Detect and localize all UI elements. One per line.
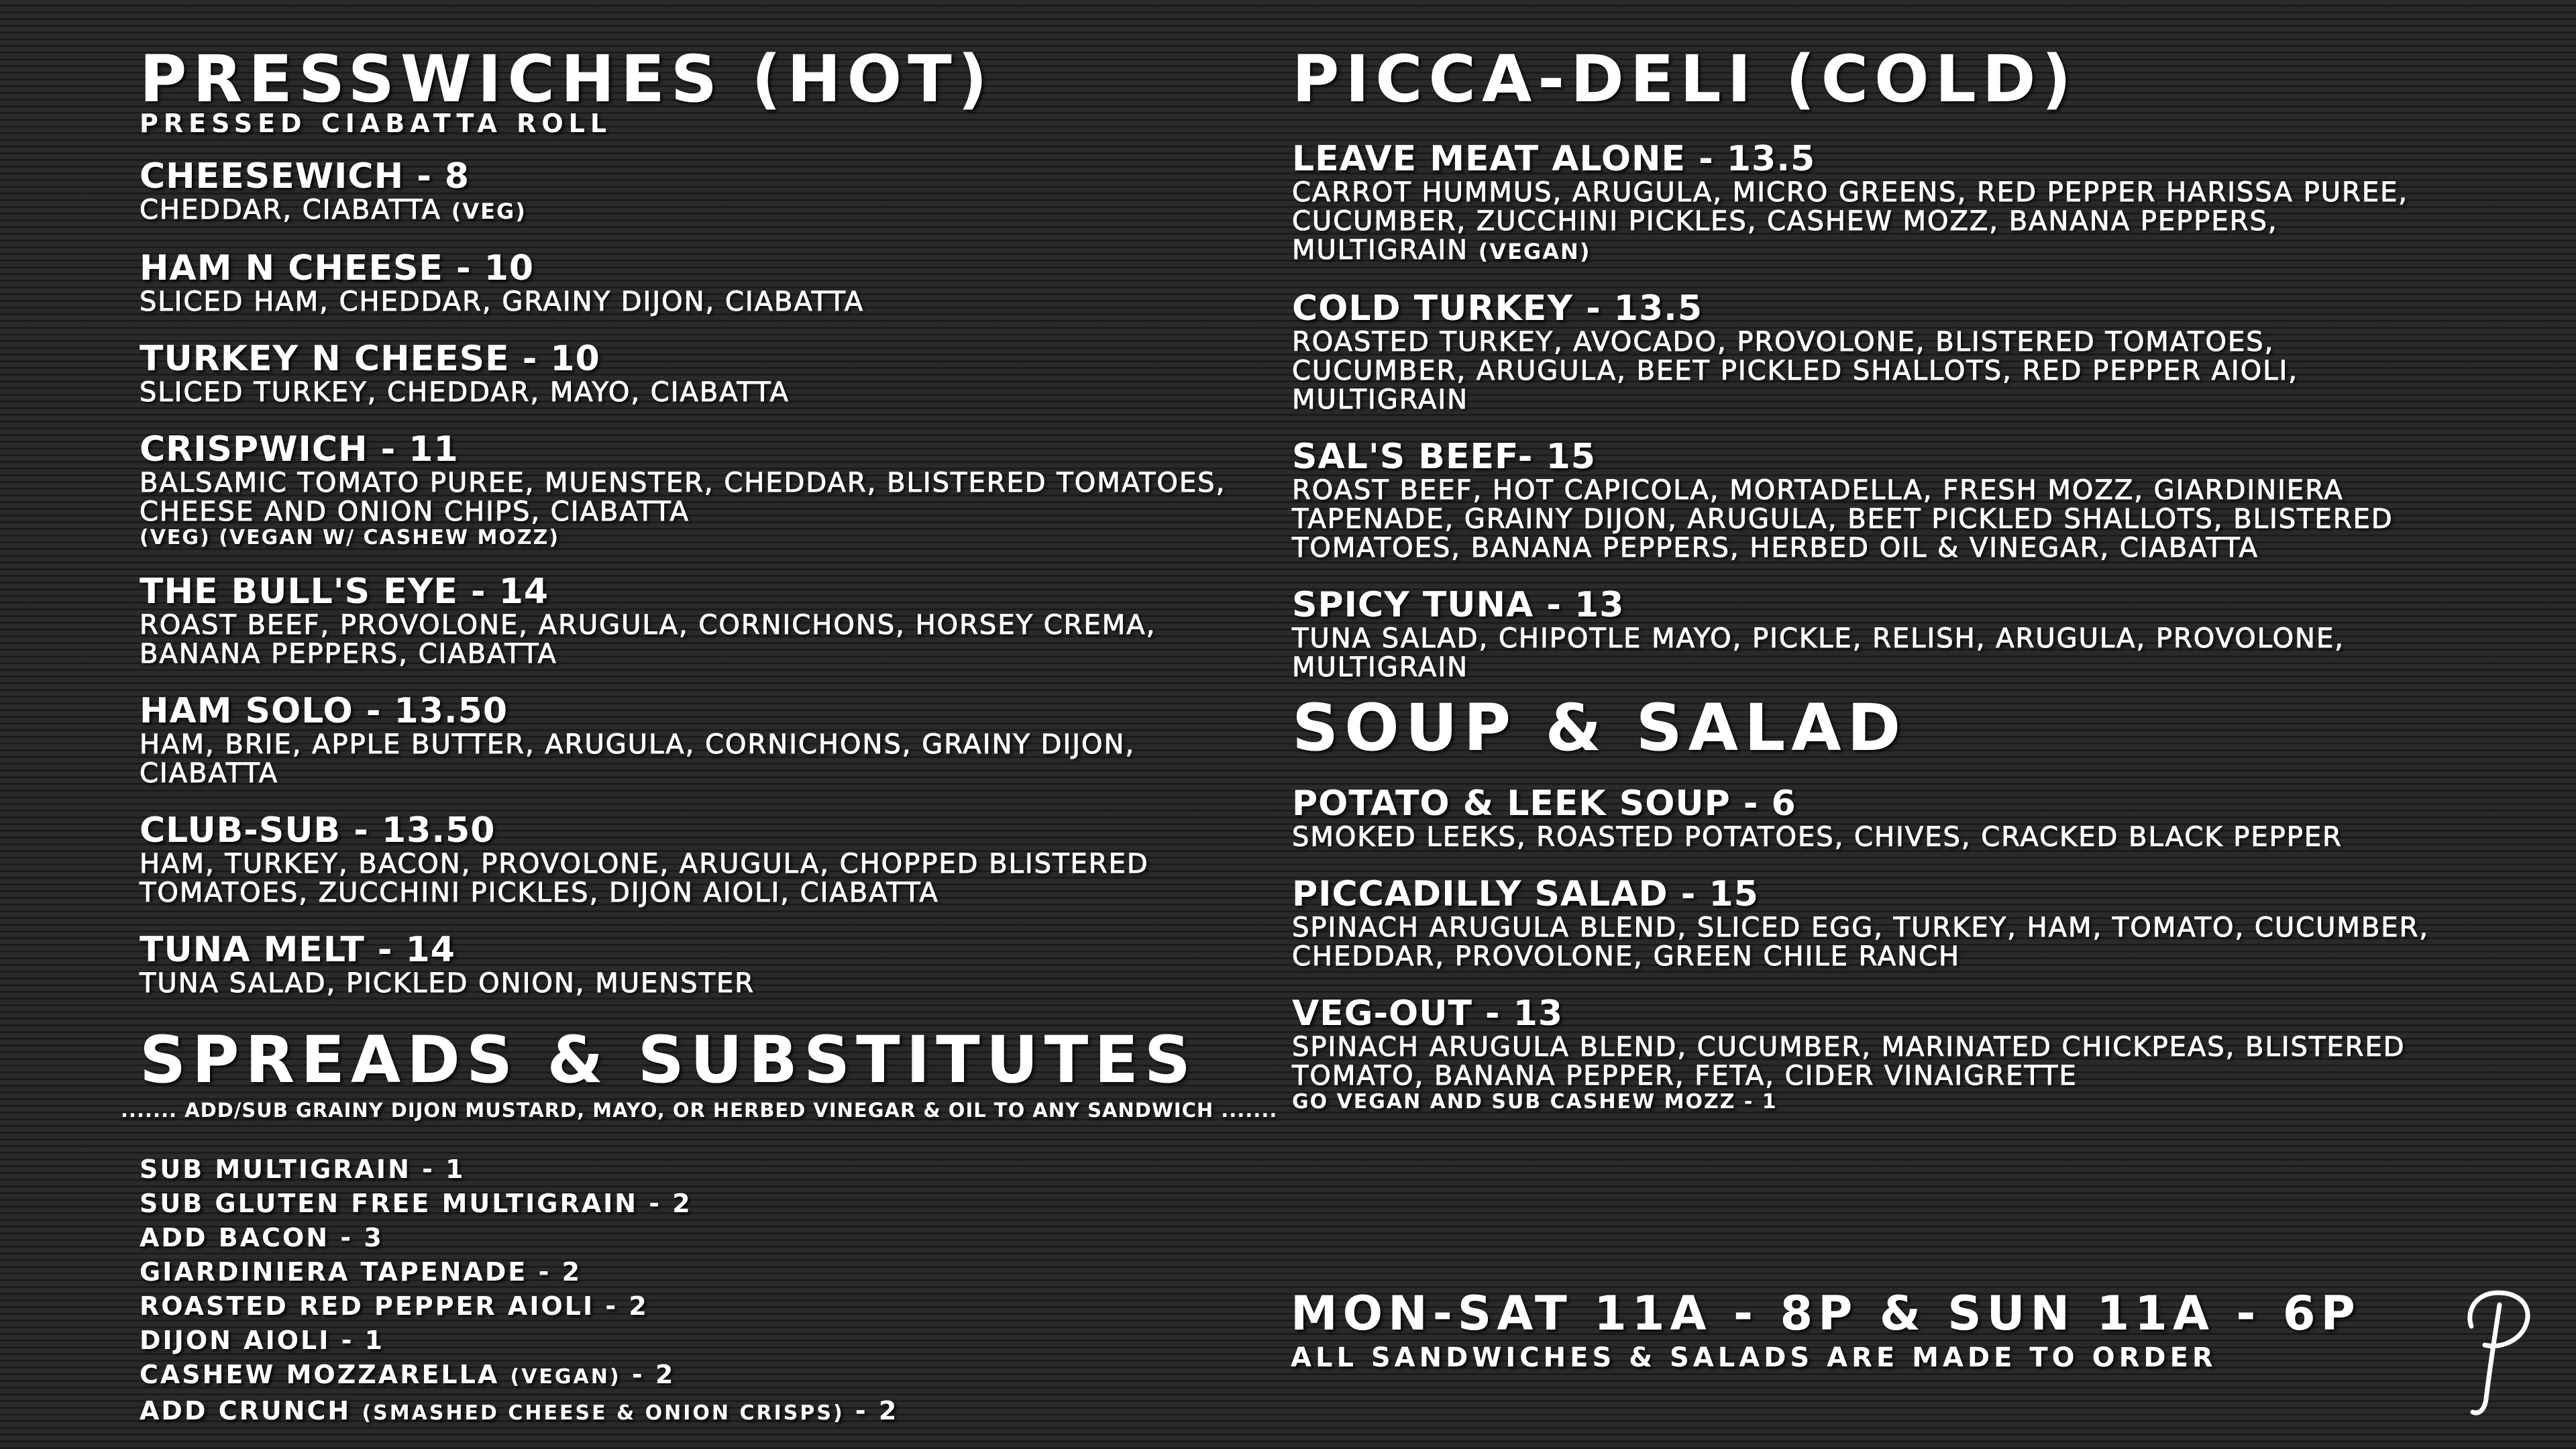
menu-item (140, 572, 1273, 669)
spread-item: ROASTED RED PEPPER AIOLI - 2 (140, 1291, 649, 1321)
item-description: CHEDDAR, CIABATTA (VEG) (140, 195, 527, 225)
item-description: SMOKED LEEKS, ROASTED POTATOES, CHIVES, CRACKED BLACK PEPPER (1292, 822, 2343, 853)
script-p-logo-icon (2457, 1285, 2537, 1419)
item-description: CARROT HUMMUS, ARUGULA, MICRO GREENS, RED PEPPER HARISSA PUREE, CUCUMBER, ZUCCHINI PICKLES, CASHEW MOZZ, BANANA PEPPERS, MULTIGRAIN (VEGAN) (1292, 177, 2409, 266)
item-name: SAL'S BEEF- 15 (1292, 437, 1596, 477)
item-name: VEG-OUT - 13 (1292, 994, 1564, 1034)
item-description: ROASTED TURKEY, AVOCADO, PROVOLONE, BLISTERED TOMATOES, CUCUMBER, ARUGULA, BEET PICKLED SHALLOTS, RED PEPPER AIOLI, MULTIGRAIN (1292, 327, 2299, 415)
menu-item (140, 249, 1273, 317)
section-hot (140, 40, 1273, 998)
item-description: TUNA SALAD, PICKLED ONION, MUENSTER (140, 968, 755, 999)
spread-diet-tag: (VEGAN) (510, 1365, 621, 1389)
menu-item (140, 339, 1273, 407)
spreads-list (140, 1152, 1273, 1430)
item-name: COLD TURKEY - 13.5 (1292, 288, 1703, 329)
menu-item (1292, 875, 2446, 971)
item-diet-tag: (VEG) (451, 199, 527, 224)
menu-item (140, 157, 1273, 226)
spread-item: SUB GLUTEN FREE MULTIGRAIN - 2 (140, 1189, 692, 1218)
item-name: HAM N CHEESE - 10 (140, 248, 535, 288)
item-description: BALSAMIC TOMATO PUREE, MUENSTER, CHEDDAR, BLISTERED TOMATOES, CHEESE AND ONION CHIPS, CIABATTA (140, 468, 1226, 527)
spreads-note: ....... ADD/SUB GRAINY DIJON MUSTARD, MAYO, OR HERBED VINEGAR & OIL TO ANY SANDWICH ....... (121, 1099, 1278, 1122)
right-column (1292, 40, 2446, 1114)
item-description: TUNA SALAD, CHIPOTLE MAYO, PICKLE, RELISH, ARUGULA, PROVOLONE, MULTIGRAIN (1292, 623, 2345, 683)
menu-item (1292, 586, 2446, 682)
item-name: THE BULL'S EYE - 14 (140, 572, 549, 612)
item-name: LEAVE MEAT ALONE - 13.5 (1292, 139, 1816, 179)
item-name: SPICY TUNA - 13 (1292, 585, 1625, 625)
section-title-hot: PRESSWICHES (HOT) (140, 42, 994, 117)
item-description: HAM, TURKEY, BACON, PROVOLONE, ARUGULA, CHOPPED BLISTERED TOMATOES, ZUCCHINI PICKLES, DIJON AIOLI, CIABATTA (140, 849, 1149, 908)
item-name: HAM SOLO - 13.50 (140, 691, 508, 731)
item-description: ROAST BEEF, HOT CAPICOLA, MORTADELLA, FRESH MOZZ, GIARDINIERA TAPENADE, GRAINY DIJON, ARUGULA, BEET PICKLED SHALLOTS, BLISTERED TOMATOES, BANANA PEPPERS, HERBED OIL & VINEGAR, CIABATTA (1292, 475, 2394, 564)
item-name: TUNA MELT - 14 (140, 930, 455, 970)
item-diet-note: (VEG) (VEGAN W/ CASHEW MOZZ) (140, 526, 560, 549)
item-description: SLICED TURKEY, CHEDDAR, MAYO, CIABATTA (140, 377, 790, 408)
spread-item: CASHEW MOZZARELLA (VEGAN) - 2 (140, 1360, 676, 1389)
menu-item (1292, 994, 2446, 1114)
section-soup-salad (1292, 689, 2446, 1114)
left-column (121, 40, 1278, 1430)
spread-item: SUB MULTIGRAIN - 1 (140, 1155, 466, 1184)
spread-detail: (SMASHED CHEESE & ONION CRISPS) (362, 1401, 845, 1425)
item-name: PICCADILLY SALAD - 15 (1292, 874, 1759, 914)
item-description: ROAST BEEF, PROVOLONE, ARUGULA, CORNICHONS, HORSEY CREMA, BANANA PEPPERS, CIABATTA (140, 610, 1157, 669)
item-name: CLUB-SUB - 13.50 (140, 810, 496, 851)
hours-block (1291, 1287, 2361, 1373)
spread-item: DIJON AIOLI - 1 (140, 1326, 385, 1355)
item-description: HAM, BRIE, APPLE BUTTER, ARUGULA, CORNICHONS, GRAINY DIJON, CIABATTA (140, 729, 1136, 789)
item-name: TURKEY N CHEESE - 10 (140, 339, 600, 379)
item-vegan-note: GO VEGAN AND SUB CASHEW MOZZ - 1 (1292, 1090, 1778, 1114)
made-to-order-note: ALL SANDWICHES & SALADS ARE MADE TO ORDER (1291, 1342, 2217, 1373)
menu-item (140, 811, 1273, 908)
item-description: SPINACH ARUGULA BLEND, SLICED EGG, TURKEY, HAM, TOMATO, CUCUMBER, CHEDDAR, PROVOLONE, GREEN CHILE RANCH (1292, 912, 2430, 972)
section-title-cold: PICCA-DELI (COLD) (1292, 42, 2078, 117)
item-diet-tag: (VEGAN) (1478, 239, 1591, 264)
soup-items (1292, 784, 2446, 1114)
opening-hours: MON-SAT 11A - 8P & SUN 11A - 6P (1291, 1286, 2361, 1341)
spread-item: ADD BACON - 3 (140, 1223, 384, 1252)
cold-items (1292, 140, 2446, 682)
section-title-spreads: SPREADS & SUBSTITUTES (140, 1022, 1197, 1097)
item-name: POTATO & LEEK SOUP - 6 (1292, 784, 1796, 824)
section-title-soup: SOUP & SALAD (1292, 690, 1907, 765)
menu-item (140, 692, 1273, 788)
item-description: SPINACH ARUGULA BLEND, CUCUMBER, MARINATED CHICKPEAS, BLISTERED TOMATO, BANANA PEPPER, FETA, CIDER VINAIGRETTE (1292, 1032, 2406, 1091)
menu-item (1292, 784, 2446, 852)
spread-item: ADD CRUNCH (SMASHED CHEESE & ONION CRISPS) - 2 (140, 1396, 899, 1426)
menu-item (1292, 140, 2446, 266)
section-cold (1292, 40, 2446, 682)
item-name: CRISPWICH - 11 (140, 429, 459, 470)
section-spreads (121, 1021, 1278, 1430)
menu-item (1292, 289, 2446, 415)
section-subtitle-hot: PRESSED CIABATTA ROLL (140, 109, 612, 138)
hot-items (140, 157, 1273, 998)
menu-item (1292, 437, 2446, 563)
item-name: CHEESEWICH - 8 (140, 156, 470, 197)
menu-item (140, 930, 1273, 998)
menu-item (140, 430, 1273, 549)
spread-item: GIARDINIERA TAPENADE - 2 (140, 1257, 582, 1287)
item-description: SLICED HAM, CHEDDAR, GRAINY DIJON, CIABATTA (140, 286, 865, 317)
